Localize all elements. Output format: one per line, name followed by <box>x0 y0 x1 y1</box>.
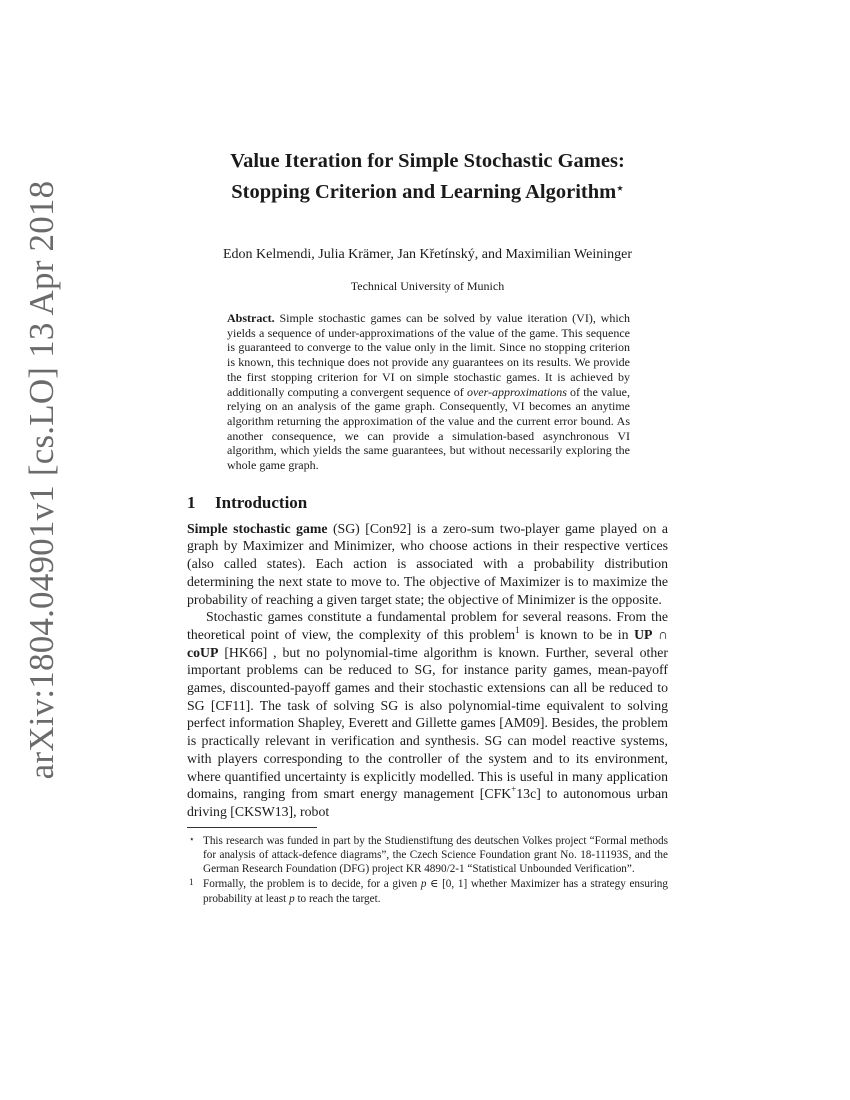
intro-paragraph-2-part-d: 13c] to autonomous urban driving [CKSW13], robot <box>187 786 668 819</box>
citation-superscript: + <box>511 784 517 795</box>
footnote-divider <box>187 827 317 828</box>
paper-title <box>187 148 668 206</box>
section-heading-introduction <box>187 493 668 513</box>
section-number: 1 <box>187 492 196 512</box>
arxiv-sidebar <box>0 0 80 1100</box>
intersection-symbol: ∩ <box>652 626 668 642</box>
abstract-label: Abstract. <box>227 311 275 325</box>
footnote-funding-text: This research was funded in part by the Studienstiftung des deutschen Volkes project “Formal methods for analysis of attack-defence diagrams”, the Czech Science Foundation grant No. 18-11193S, and the German Research Foundation (DFG) project KR 4890/2-1 “Statistical Unbounded Verification”. <box>203 834 668 876</box>
author-list: Edon Kelmendi, Julia Krämer, Jan Křetínský, and Maximilian Weininger <box>222 247 632 262</box>
abstract <box>227 311 630 473</box>
intro-paragraph-1-text: (SG) [Con92] is a zero-sum two-player game played on a graph by Maximizer and Minimizer, who choose actions in their respective vertices (also called states). Each action is associated with a probability distribution determining the next state to move to. The objective of Maximizer is to maximize the probability of reaching a given target state; the objective of Minimizer is the opposite. <box>187 520 668 607</box>
footnote-mark-1: 1 <box>189 877 194 888</box>
intro-paragraph-2-part-b: is known to be in <box>519 626 635 642</box>
footnote-1-text-b: ∈ [0, 1] whether Maximizer has a strategy ensuring probability at least <box>203 878 668 905</box>
arxiv-identifier-stamp: arXiv:1804.04901v1 [cs.LO] 13 Apr 2018 <box>22 180 61 780</box>
abstract-text-part-1: Simple stochastic games can be solved by value iteration (VI), which yields a sequence of under-approximations of the value of the game. This sequence is guaranteed to converge to the value only in the limit. Since no stopping criterion is known, this technique does not provide any guarantees on its results. We provide the first stopping criterion for VI on simple stochastic games. It is achieved by additionally computing a convergent sequence of <box>227 311 630 399</box>
complexity-class-coup: coUP <box>187 644 219 660</box>
footnote-funding <box>187 834 668 877</box>
footnote-1-text-a: Formally, the problem is to decide, for a given <box>203 878 421 891</box>
section-title: Introduction <box>215 492 308 512</box>
title-line-2: Stopping Criterion and Learning Algorithm <box>231 181 617 203</box>
footnote-1-text-c: to reach the target. <box>294 892 381 905</box>
intro-paragraph-2-part-c: [HK66] , but no polynomial-time algorithm is known. Further, several other important problems can be reduced to SG, for instance parity games, mean-payoff games, discounted-payoff games and their stochastic extensions can all be reduced to SG [CF11]. The task of solving SG is also polynomial-time equivalent to solving perfect information Shapley, Everett and Gillette games [AM09]. Besides, the problem is practically relevant in verification and synthesis. SG can model reactive systems, with players corresponding to the controller of the system and to its environment, where quantified uncertainty is explicitly modelled. This is useful in many application domains, ranging from smart energy management [CFK <box>187 644 668 802</box>
intro-paragraph-1 <box>187 520 668 609</box>
paper-page <box>187 148 668 906</box>
affiliation: Technical University of Munich <box>350 279 505 293</box>
title-line-1: Value Iteration for Simple Stochastic Games: <box>230 150 625 172</box>
abstract-emphasis: over-approximations <box>466 384 567 399</box>
complexity-class-up: UP <box>634 626 653 642</box>
intro-paragraph-2 <box>187 608 668 820</box>
title-footnote-mark: ⋆ <box>616 181 624 195</box>
footnote-mark-star: ⋆ <box>189 833 195 844</box>
footnote-formal-problem <box>187 877 668 905</box>
abstract-text-part-2: of the value, relying on an analysis of the game graph. Consequently, VI becomes an anytime algorithm returning the approximation of the value and the current error bound. As another consequence, we can provide a simulation-based asynchronous VI algorithm, which yields the same guarantees, but without necessarily exploring the whole game graph. <box>227 384 630 473</box>
intro-lead-term: Simple stochastic game <box>187 520 328 536</box>
intro-paragraph-2-part-a: Stochastic games constitute a fundamental problem for several reasons. From the theoretical point of view, the complexity of this problem <box>187 609 668 642</box>
footnotes <box>187 834 668 906</box>
footnote-reference-1[interactable]: 1 <box>515 624 520 635</box>
footnote-1-math-p-2: p <box>289 892 295 905</box>
footnote-1-math-p: p <box>420 878 427 891</box>
